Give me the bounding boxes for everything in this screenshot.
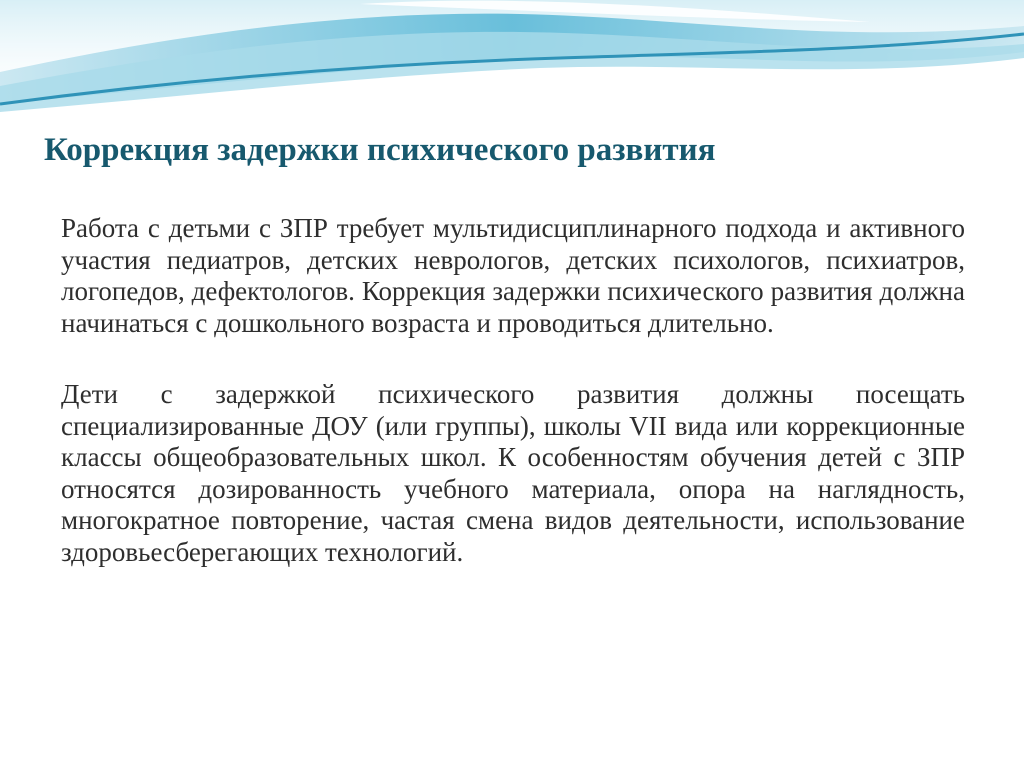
- body-paragraph: Работа с детьми с ЗПР требует мультидисциплинарного подхода и активного участия педиатров, детских неврологов, детских психологов, психиатров, логопедов, дефектологов. Коррекция задержки психического развития должна начинаться с дошкольного возраста и проводиться длительно.: [61, 213, 965, 338]
- slide-body: [61, 213, 965, 568]
- slide-title: Коррекция задержки психического развития: [44, 132, 716, 168]
- body-paragraph: Дети с задержкой психического развития должны посещать специализированные ДОУ (или группы), школы VII вида или коррекционные классы общеобразовательных школ. К особенностям обучения детей с ЗПР относятся дозированность учебного материала, опора на наглядность, многократное повторение, частая смена видов деятельности, использование здоровьесберегающих технологий.: [61, 379, 965, 567]
- wave-decoration: [0, 0, 1024, 150]
